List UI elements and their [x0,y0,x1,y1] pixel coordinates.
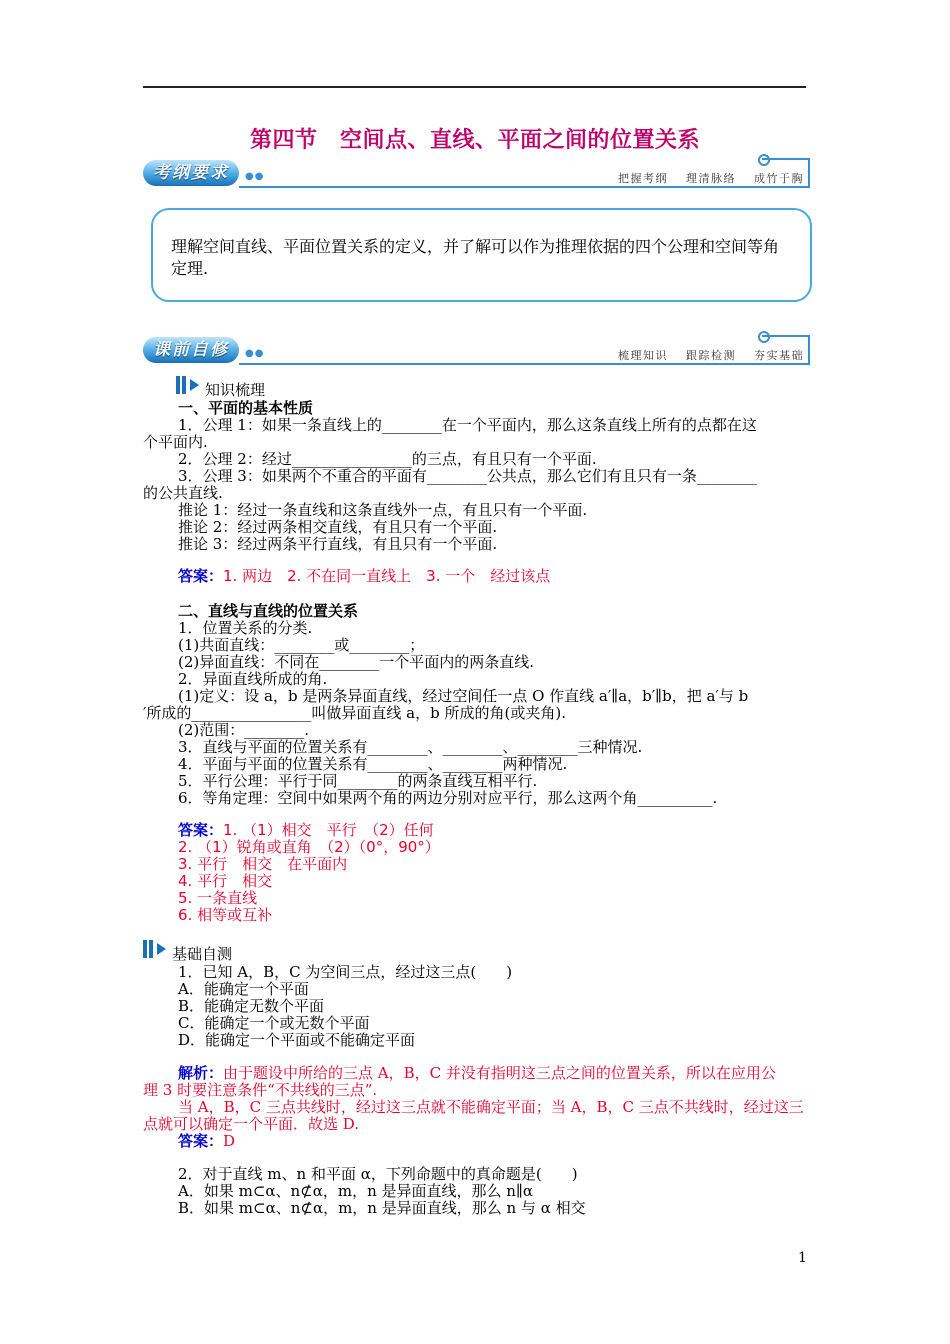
section-marker-icon [143,940,169,958]
answer-label: 答案： [178,821,224,839]
text-line: 2．异面直线所成的角. [178,670,328,688]
banner-side-line [808,158,810,188]
text-line: (1)共面直线：________或________； [178,636,425,654]
analysis-text: 由于题设中所给的三点 A，B，C 并没有指明这三点之间的位置关系，所以在应用公 [223,1064,776,1082]
text-line: (2)异面直线：不同在________一个平面内的两条直线. [178,653,535,671]
text-line: 的公共直线. [143,484,223,502]
subsection-heading: 二、直线与直线的位置关系 [178,602,359,620]
answer-text: 4. 平行 相交 [178,872,273,890]
question-line: 1．已知 A，B，C 为空间三点，经过这三点( ) [178,963,513,981]
text-line: ′所成的________________叫做异面直线 a，b 所成的角(或夹角). [143,704,566,722]
option-line: C．能确定一个或无数个平面 [178,1014,370,1032]
circle-icon [758,154,770,166]
answer-label: 答案： [178,1132,224,1150]
banner-self-study [143,335,810,365]
text-line: 3．公理 3：如果两个不重合的平面有________公共点，那么它们有且只有一条________ [178,467,757,485]
banner-tag: 把握考纲 [618,172,668,185]
answer-text: 2. （1）锐角或直角 （2）（0°，90°） [178,838,440,856]
option-line: B．能确定无数个平面 [178,997,325,1015]
text-line: 推论 2：经过两条相交直线，有且只有一个平面. [178,518,498,536]
text-line: 4．平面与平面的位置关系有________、________两种情况. [178,755,568,773]
requirements-text: 理解空间直线、平面位置关系的定义，并了解可以作为推理依据的四个公理和空间等角定理. [171,237,780,278]
option-line: D．能确定一个平面或不能确定平面 [178,1031,416,1049]
subsection-heading: 一、平面的基本性质 [178,399,314,417]
text-line: (1)定义：设 a，b 是两条异面直线，经过空间任一点 O 作直线 a′∥a，b′∥b，把 a′与 b [178,687,749,705]
text-line: 2．公理 2：经过________________的三点，有且只有一个平面. [178,450,597,468]
option-line: A．如果 m⊂α、n⊄α，m，n 是异面直线，那么 n∥α [178,1182,534,1200]
answer-label: 答案： [178,567,224,585]
analysis-text: 点就可以确定一个平面．故选 D. [143,1115,360,1133]
text-line: 推论 3：经过两条平行直线，有且只有一个平面. [178,535,498,553]
banner-tag: 跟踪检测 [686,349,736,362]
text-line: 1．公理 1：如果一条直线上的________在一个平面内，那么这条直线上所有的点都在这 [178,416,757,434]
section-heading: 基础自测 [172,945,233,963]
banner-rule [239,186,810,188]
text-line: 5．平行公理：平行于同________的两条直线互相平行. [178,772,538,790]
top-rule [143,86,806,88]
banner-tag: 夯实基础 [754,349,804,362]
option-line: A．能确定一个平面 [178,980,309,998]
answer-text: D [223,1132,236,1150]
dots-decoration: ●● [245,348,265,359]
option-line: B．如果 m⊂α、n⊄α，m，n 是异面直线，那么 n 与 α 相交 [178,1199,586,1217]
banner-tag: 成竹于胸 [754,172,804,185]
section-marker-icon [176,376,202,394]
text-line: 个平面内. [143,433,208,451]
answer-text: 3. 平行 相交 在平面内 [178,855,348,873]
banner-exam-requirements [143,158,810,188]
answer-line [178,568,550,585]
text-line: 1．位置关系的分类. [178,619,313,637]
requirements-box [151,208,812,302]
banner-tag: 理清脉络 [686,172,736,185]
dots-decoration: ●● [245,171,265,182]
section-heading: 知识梳理 [205,381,266,399]
text-line: 3．直线与平面的位置关系有________、________、________三种情况. [178,738,643,756]
analysis-text: 当 A，B，C 三点共线时，经过这三点就不能确定平面；当 A，B，C 三点不共线时，经过这三 [178,1098,804,1116]
banner-side-line [808,335,810,365]
banner-badge: 考纲要求 [143,160,239,186]
analysis-label: 解析： [178,1064,224,1082]
answer-text: 6. 相等或互补 [178,906,273,924]
circle-icon [758,331,770,343]
answer-text: 1. （1）相交 平行 （2）任何 [223,821,434,839]
analysis-text: 理 3 时要注意条件“不共线的三点”. [143,1081,378,1099]
answer-text: 5. 一条直线 [178,889,258,907]
analysis-line [178,1065,776,1082]
page-title: 第四节 空间点、直线、平面之间的位置关系 [249,128,700,153]
banner-tags [600,170,804,186]
banner-tag: 梳理知识 [618,349,668,362]
banner-tags [600,347,804,363]
answer-line [178,822,434,839]
text-line: 推论 1：经过一条直线和这条直线外一点，有且只有一个平面. [178,501,588,519]
page-number: 1 [798,1250,807,1266]
answer-line [178,1133,235,1150]
answer-text: 1. 两边 2. 不在同一直线上 3. 一个 经过该点 [223,567,551,585]
question-line: 2．对于直线 m、n 和平面 α，下列命题中的真命题是( ) [178,1165,578,1183]
text-line: 6．等角定理：空间中如果两个角的两边分别对应平行，那么这两个角__________. [178,789,718,807]
text-line: (2)范围：________. [178,721,310,739]
banner-badge: 课前自修 [143,337,239,363]
banner-rule [239,363,810,365]
